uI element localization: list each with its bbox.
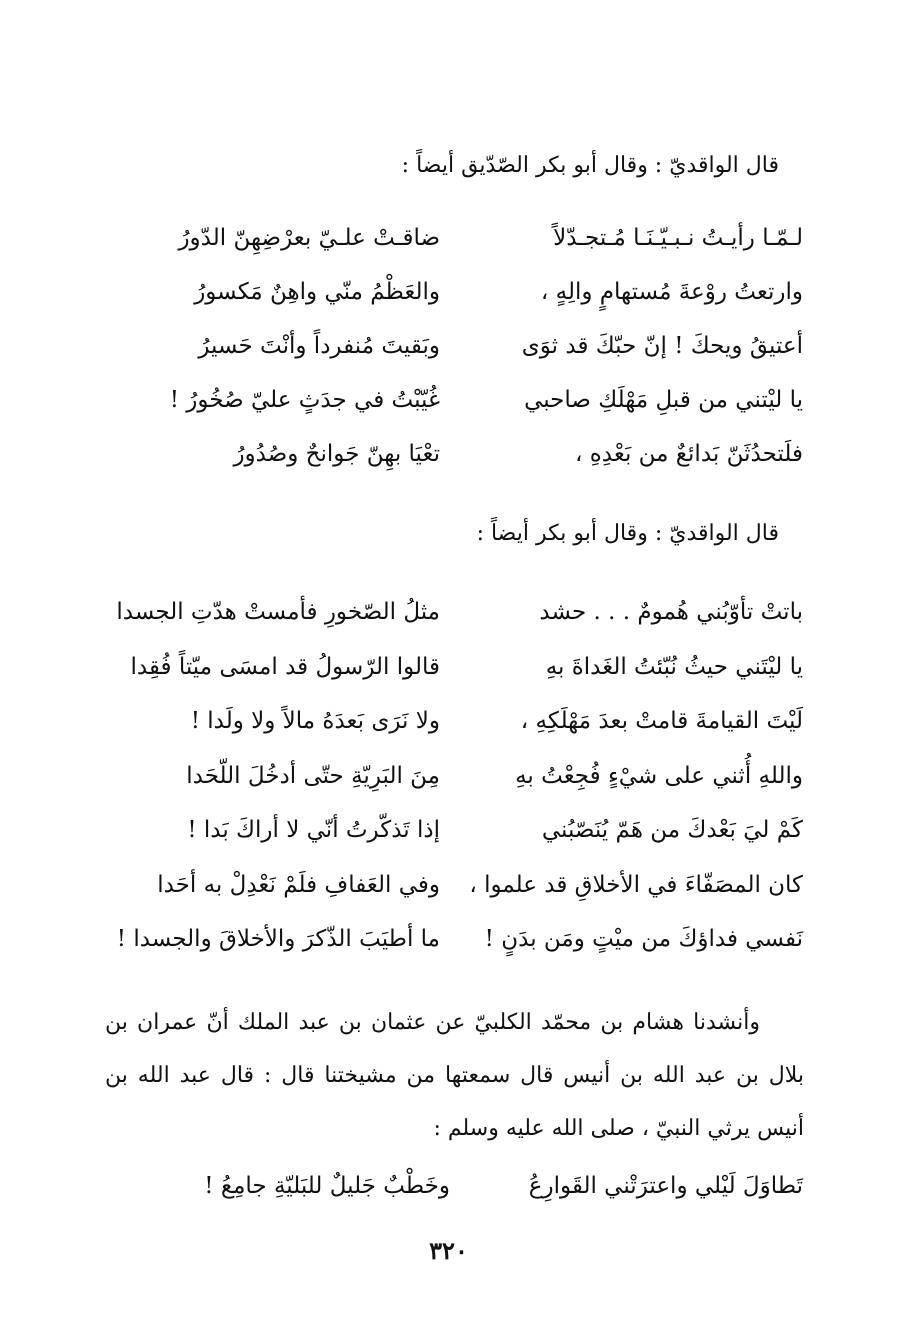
verse-second-hemistich: وبَقيتَ مُنفرداً وأنْتَ حَسيرُ [198,333,440,359]
verse-first-hemistich: لَيْتَ القيامةَ قامتْ بعدَ مَهْلَكِهِ ، [520,708,803,734]
verse [100,380,807,434]
verse-second-hemistich: مثلُ الصّخورِ فأمستْ هدّتِ الجسدا [116,599,440,625]
verse [100,865,807,920]
verse-second-hemistich: مِنَ البَرِيّةِ حتّى أدخُلَ اللّحَدا [186,762,440,789]
prose-text: وأنشدنا هشام بن محمّد الكلبيّ عن عثمان بن عبد الملك أنّ عمران بن بلال بن عبد الله بن أنيس قال سمعتها من مشيختنا قال : قال عبد الله بن أنيس يرثي النبيّ ، صلى الله عليه وسلم : [105,1010,804,1141]
poem-2 [100,592,807,974]
verse-first-hemistich: كان المصَفّاءَ في الأخلاقِ قد علموا ، [469,871,803,898]
verse-second-hemistich: إذا تَذكّرتُ أنّي لا أراكَ بَدا ! [187,817,440,843]
verse-first-hemistich: واللهِ أُثني على شيْءٍ فُجِعْتُ بهِ [515,762,803,789]
section-intro-1: قال الواقديّ : وقال أبو بكر الصّدّيق أيضاً : [401,153,779,178]
verse [100,218,807,272]
verse-second-hemistich: والعَظْمُ منّي واهِنٌ مَكسورُ [194,279,440,305]
verse [100,647,807,702]
verse-second-hemistich: ما أطيَبَ الذّكرَ والأخلاقَ والجسدا ! [116,926,440,952]
closing-verse [110,1166,807,1206]
verse [100,434,807,488]
verse-first-hemistich: فلَتحدُثَنّ بَدائعٌ من بَعْدِهِ ، [574,441,803,467]
section-intro-2: قال الواقديّ : وقال أبو بكر أيضاً : [476,521,779,546]
verse-first-hemistich: يا ليْتني من قبلِ مَهْلَكِ صاحبي [524,387,803,413]
verse-second-hemistich: ولا نَرَى بَعدَهُ مالاً ولا ولَدا ! [190,708,440,734]
verse-first-hemistich: نَفسي فداؤكَ من ميْتٍ ومَن بدَنٍ ! [484,926,803,952]
verse-second-hemistich: تعْيَا بهِنّ جَوانحٌ وصُدُورُ [233,441,440,467]
verse [100,326,807,380]
verse [100,810,807,865]
verse [100,919,807,974]
verse [100,701,807,756]
verse [100,592,807,647]
verse-second-hemistich: ضاقـتْ علـيّ بعرْضِهِنّ الدّورُ [178,225,440,251]
verse-first-hemistich: وارتعتُ روْعةَ مُستهامٍ والِهٍ ، [540,279,803,305]
verse-second-hemistich: وفي العَفافِ فلَمْ نَعْدِلْ به أحَدا [157,871,440,898]
prose-paragraph [105,996,804,1155]
verse-first-hemistich: يا ليْتَني حيثُ نُبّئتُ الغَداةَ بهِ [545,653,803,680]
verse-first-hemistich: لـمّـا رأيـتُ نـبـيّـنَـا مُـتجـدّلاً [553,225,803,251]
verse-first-hemistich: تَطاوَلَ لَيْلي واعترَتْني القَوارِعُ [528,1173,803,1199]
verse-first-hemistich: كَمْ ليَ بَعْدكَ من هَمّ يُنَصّبُني [541,817,803,843]
verse [100,272,807,326]
verse-second-hemistich: وخَطْبٌ جَليلٌ للبَليّةِ جامِعُ ! [204,1173,450,1199]
verse [100,756,807,811]
verse-second-hemistich: غُيّبْتُ في جدَثٍ عليّ صُخُورُ ! [169,387,440,413]
verse-first-hemistich: باتتْ تأوّبُني هُمومٌ . . . حشد [539,599,803,625]
page-number: ٣٢٠ [429,1236,468,1265]
verse-second-hemistich: قالوا الرّسولُ قد امسَى ميّتاً فُقِدا [130,653,440,680]
poem-1 [100,218,807,488]
verse-first-hemistich: أعتيقُ ويحكَ ! إنّ حبّكَ قد ثوَى [521,333,803,359]
